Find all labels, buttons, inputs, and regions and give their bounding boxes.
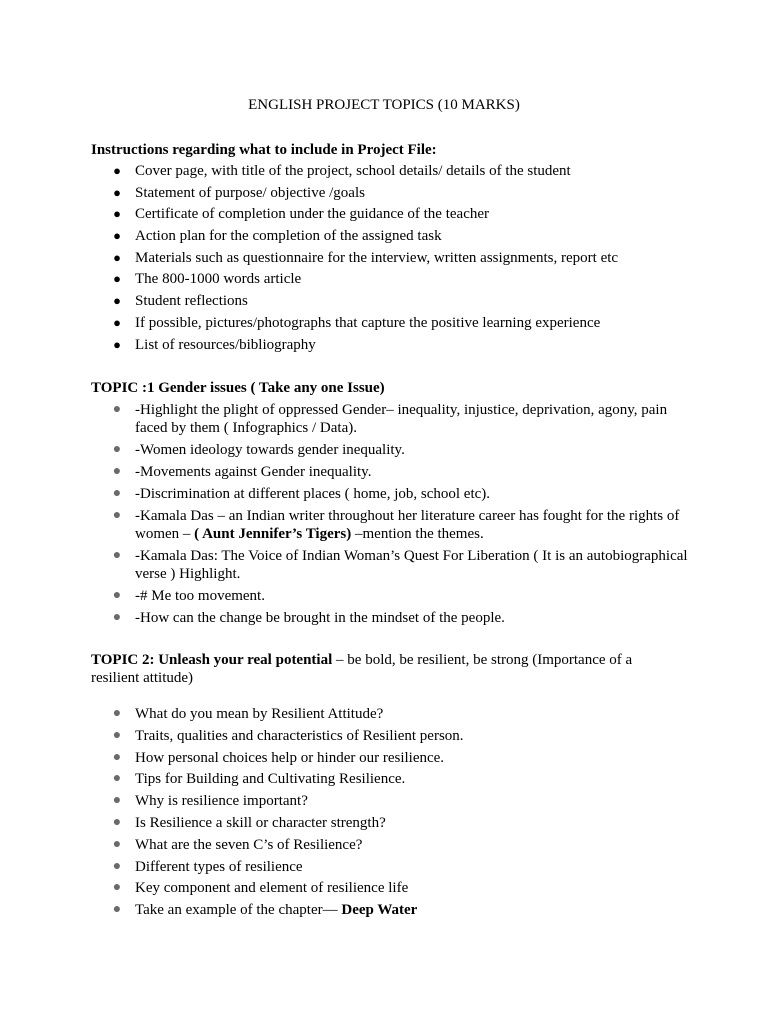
list-item xyxy=(91,463,691,481)
bullet-icon: ● xyxy=(112,771,122,787)
bullet-icon: ● xyxy=(112,793,122,809)
bullet-icon: ● xyxy=(112,548,122,563)
bullet-icon: ● xyxy=(112,836,122,852)
list-item xyxy=(91,401,691,437)
bullet-icon: ● xyxy=(113,249,121,265)
list-item-text: -# Me too movement. xyxy=(135,588,265,604)
bullet-icon: ● xyxy=(112,858,122,874)
bullet-icon: ● xyxy=(113,206,121,222)
list-item-text: -How can the change be brought in the mindset of the people. xyxy=(135,610,505,626)
topic1-heading-text: TOPIC :1 Gender issues ( Take any one Issue) xyxy=(91,380,385,396)
list-item xyxy=(91,270,691,292)
instructions-heading-text: Instructions regarding what to include in Project File: xyxy=(91,142,437,158)
list-item-text: Materials such as questionnaire for the interview, written assignments, report etc xyxy=(135,249,619,266)
bullet-icon: ● xyxy=(112,486,122,501)
list-item-text: -Highlight the plight of oppressed Gender– inequality, injustice, deprivation, agony, pain faced by them ( Infographics / Data). xyxy=(135,402,668,436)
list-item xyxy=(91,205,691,227)
bullet-icon: ● xyxy=(113,271,121,287)
list-item-text: -Women ideology towards gender inequality. xyxy=(135,442,405,458)
list-item xyxy=(91,162,691,184)
bullet-icon: ● xyxy=(112,508,122,523)
bullet-icon: ● xyxy=(112,402,122,417)
list-item-text: Cover page, with title of the project, school details/ details of the student xyxy=(135,163,571,179)
bullet-icon: ● xyxy=(112,464,122,479)
list-item xyxy=(91,792,691,814)
list-item xyxy=(91,770,691,792)
list-item xyxy=(91,547,691,583)
bullet-icon: ● xyxy=(112,814,122,830)
topic1-heading xyxy=(91,379,691,397)
bullet-icon: ● xyxy=(113,293,121,309)
list-item xyxy=(91,727,691,749)
list-item xyxy=(91,609,691,627)
list-item xyxy=(91,249,691,271)
topic2-heading xyxy=(91,651,651,687)
instructions-heading xyxy=(91,141,691,159)
topic1-list xyxy=(91,401,691,627)
list-item xyxy=(91,836,691,858)
topic2-heading-rest: – be bold, be resilient, be strong (Importance of a resilient attitude) xyxy=(91,652,633,686)
list-item xyxy=(91,587,691,605)
list-item xyxy=(91,814,691,836)
bullet-icon: ● xyxy=(112,749,122,765)
list-item-text: -Kamala Das: The Voice of Indian Woman’s Quest For Liberation ( It is an autobiographical verse ) Highlight. xyxy=(135,548,688,582)
list-item xyxy=(91,879,691,901)
bullet-icon: ● xyxy=(112,880,122,896)
list-item-text: Student reflections xyxy=(135,293,248,310)
list-item xyxy=(91,184,691,206)
list-item xyxy=(91,336,691,358)
bullet-icon: ● xyxy=(113,163,121,178)
bullet-icon: ● xyxy=(112,442,122,457)
list-item-text: What are the seven C’s of Resilience? xyxy=(135,836,363,853)
list-item xyxy=(91,292,691,314)
bullet-icon: ● xyxy=(112,610,122,625)
list-item-text: Action plan for the completion of the assigned task xyxy=(135,228,442,245)
list-item-tail: –mention the themes. xyxy=(351,526,484,542)
list-item-text: Different types of resilience xyxy=(135,858,303,875)
list-item-text: Why is resilience important? xyxy=(135,793,308,810)
list-item-text: Take an example of the chapter— xyxy=(135,902,342,919)
bullet-icon: ● xyxy=(112,706,122,721)
list-item-text: Tips for Building and Cultivating Resilience. xyxy=(135,771,406,788)
poem-title: ( Aunt Jennifer’s Tigers) xyxy=(194,526,352,542)
page-title: ENGLISH PROJECT TOPICS (10 MARKS) xyxy=(248,97,520,113)
bullet-icon: ● xyxy=(113,184,121,200)
list-item xyxy=(91,705,691,727)
list-item xyxy=(91,507,691,543)
list-item-text: -Kamala Das – an Indian writer throughout her literature career has fought for the rights of women – xyxy=(135,508,680,542)
list-item-text: -Movements against Gender inequality. xyxy=(135,464,372,480)
list-item-text: The 800-1000 words article xyxy=(135,271,302,288)
list-item-text: Is Resilience a skill or character strength? xyxy=(135,814,386,831)
list-item-text: -Discrimination at different places ( home, job, school etc). xyxy=(135,486,491,502)
list-item-text: Key component and element of resilience life xyxy=(135,880,409,897)
list-item xyxy=(91,485,691,503)
list-item xyxy=(91,901,691,923)
list-item xyxy=(91,858,691,880)
list-item-text: How personal choices help or hinder our resilience. xyxy=(135,749,445,766)
list-item-text: If possible, pictures/photographs that capture the positive learning experience xyxy=(135,314,601,331)
bullet-icon: ● xyxy=(112,902,122,918)
list-item-text: What do you mean by Resilient Attitude? xyxy=(135,706,384,722)
bullet-icon: ● xyxy=(113,228,121,244)
instructions-list xyxy=(91,162,691,357)
bullet-icon: ● xyxy=(112,588,122,603)
topic2-heading-bold: TOPIC 2: Unleash your real potential xyxy=(91,652,333,668)
list-item xyxy=(91,227,691,249)
list-item-text: Certificate of completion under the guidance of the teacher xyxy=(135,206,490,223)
chapter-title: Deep Water xyxy=(341,902,418,919)
list-item-text: List of resources/bibliography xyxy=(135,336,316,353)
list-item-text: Traits, qualities and characteristics of Resilient person. xyxy=(135,727,464,744)
list-item-text: Statement of purpose/ objective /goals xyxy=(135,184,365,201)
list-item xyxy=(91,749,691,771)
list-item xyxy=(91,441,691,459)
topic2-list xyxy=(91,705,691,923)
bullet-icon: ● xyxy=(112,727,122,743)
bullet-icon: ● xyxy=(113,314,121,330)
bullet-icon: ● xyxy=(113,336,121,352)
list-item xyxy=(91,314,691,336)
